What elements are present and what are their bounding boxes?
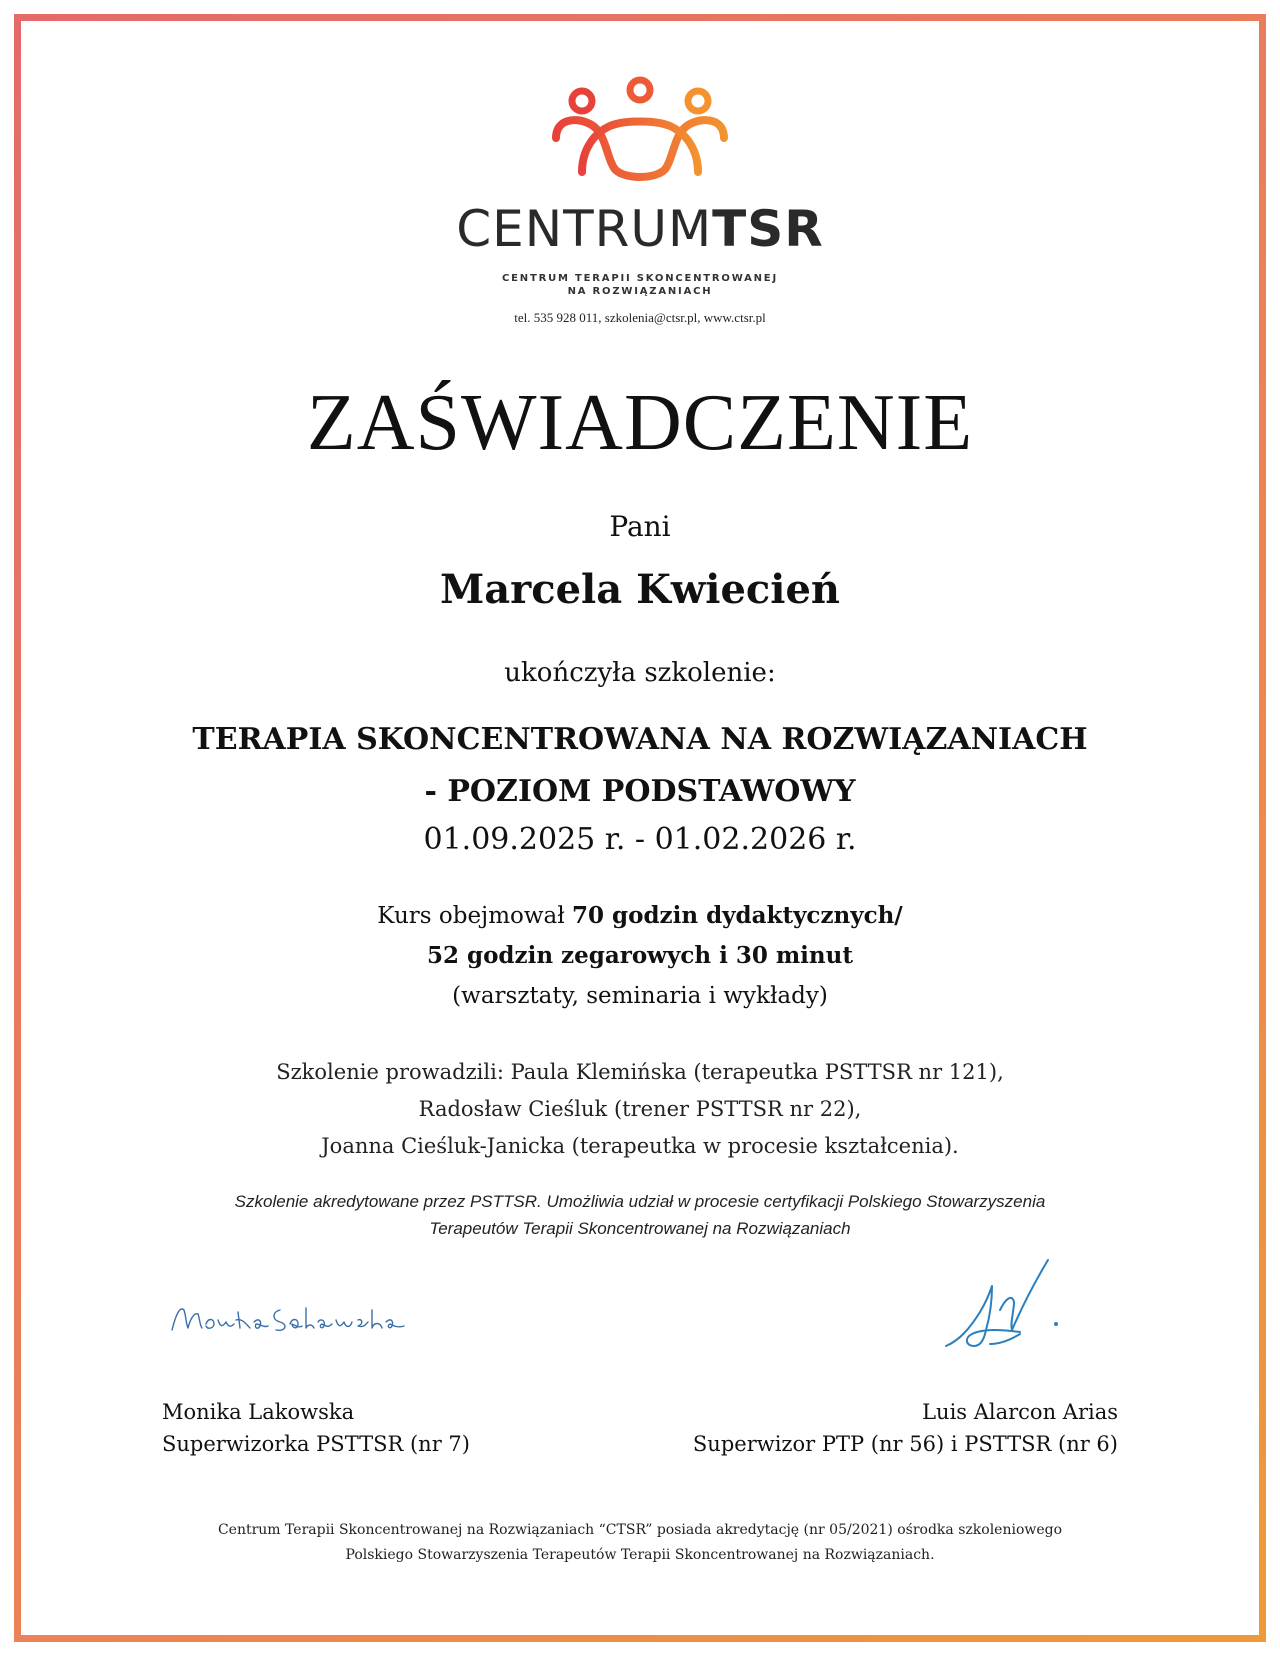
three-people-logo-icon — [548, 76, 732, 184]
signer-left — [162, 1396, 470, 1460]
recipient-name: Marcela Kwiecień — [439, 566, 841, 613]
hours-prefix: Kurs obejmował — [377, 903, 573, 929]
trainers-line1: Szkolenie prowadzili: Paula Klemińska (terapeutka PSTTSR nr 121), — [276, 1060, 1004, 1084]
certificate-title: ZAŚWIADCZENIE — [306, 379, 974, 467]
trainers-line3: Joanna Cieśluk-Janicka (terapeutka w procesie kształcenia). — [321, 1134, 959, 1158]
brand-subtitle-line2: NA ROZWIĄZANIACH — [567, 286, 713, 297]
hours-didactic: 70 godzin dydaktycznych/ — [572, 902, 903, 929]
signer-left-role: Superwizorka PSTTSR (nr 7) — [162, 1432, 470, 1456]
footer-line1: Centrum Terapii Skoncentrowanej na Rozwiązaniach “CTSR” posiada akredytację (nr 05/2021) ośrodka szkoleniowego — [217, 1522, 1063, 1538]
footer-accreditation — [0, 1518, 1280, 1568]
hours-note: (warsztaty, seminaria i wykłady) — [452, 983, 828, 1009]
signature-right-image — [940, 1250, 1090, 1360]
brand-subtitle-line1: CENTRUM TERAPII SKONCENTROWANEJ — [502, 273, 778, 284]
hours-clock: 52 godzin zegarowych i 30 minut — [427, 942, 853, 969]
contact-info: tel. 535 928 011, szkolenia@ctsr.pl, www.ctsr.pl — [514, 310, 766, 325]
footer-line2: Polskiego Stowarzyszenia Terapeutów Terapii Skoncentrowanej na Rozwiązaniach. — [345, 1547, 935, 1563]
salutation: Pani — [609, 510, 671, 543]
signer-right — [693, 1396, 1118, 1460]
signer-right-name: Luis Alarcon Arias — [922, 1400, 1118, 1424]
brand-wordmark — [0, 200, 1280, 258]
course-line1: TERAPIA SKONCENTROWANA NA ROZWIĄZANIACH — [192, 722, 1088, 757]
course-dates: 01.09.2025 r. - 01.02.2026 r. — [423, 822, 857, 857]
brand-bold: TSR — [712, 200, 824, 258]
accreditation-note — [0, 1188, 1280, 1242]
course-hours — [0, 896, 1280, 1016]
completed-text: ukończyła szkolenie: — [504, 658, 776, 688]
course-line2: - POZIOM PODSTAWOWY — [424, 774, 856, 809]
signer-left-name: Monika Lakowska — [162, 1400, 355, 1424]
signer-right-role: Superwizor PTP (nr 56) i PSTTSR (nr 6) — [692, 1432, 1118, 1456]
trainers-line2: Radosław Cieśluk (trener PSTTSR nr 22), — [418, 1097, 862, 1121]
accreditation-line1: Szkolenie akredytowane przez PSTTSR. Umożliwia udział w procesie certyfikacji Polskiego Stowarzyszenia — [234, 1192, 1046, 1211]
trainers — [0, 1054, 1280, 1165]
course-name — [0, 714, 1280, 818]
brand-subtitle — [0, 272, 1280, 298]
signature-left-image — [168, 1290, 408, 1340]
brand-light: CENTRUM — [456, 200, 713, 258]
accreditation-line2: Terapeutów Terapii Skoncentrowanej na Rozwiązaniach — [429, 1219, 851, 1238]
